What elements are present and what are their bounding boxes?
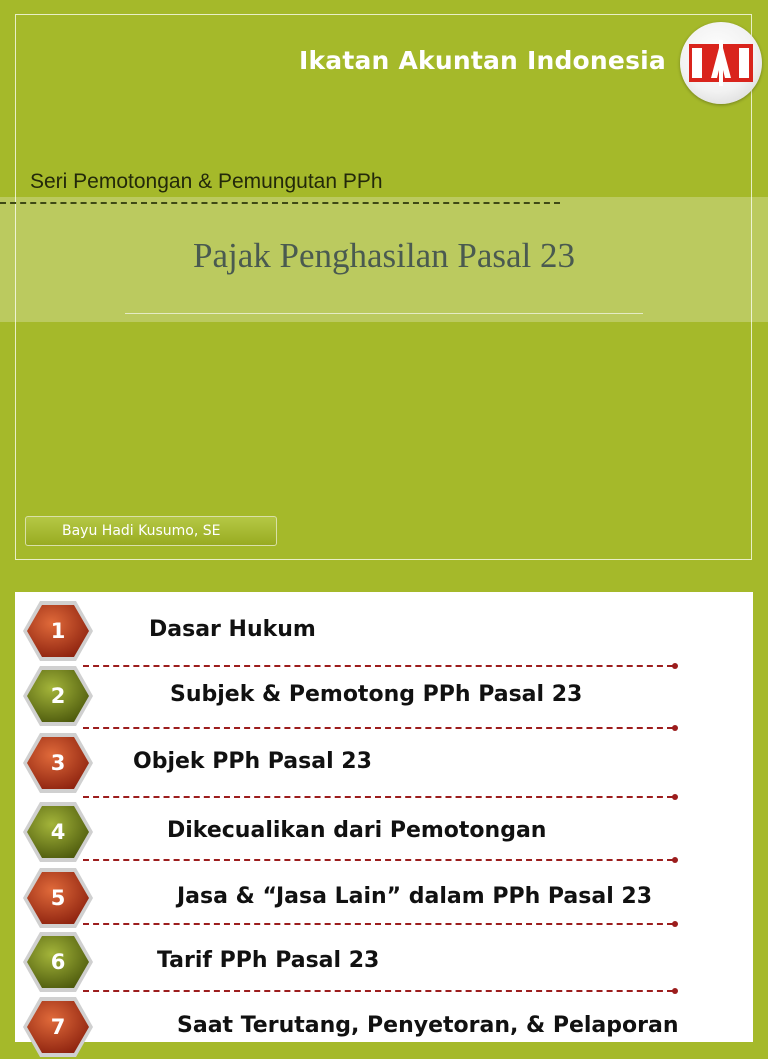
hexagon-badge-3 — [21, 731, 95, 795]
dashed-separator — [83, 990, 673, 992]
dashed-separator — [83, 796, 673, 798]
item-label: Saat Terutang, Penyetoran, & Pelaporan — [177, 1013, 679, 1038]
organization-name: Ikatan Akuntan Indonesia — [298, 46, 666, 75]
dashed-separator — [83, 923, 673, 925]
agenda-item-3 — [15, 731, 753, 795]
item-number: 6 — [50, 950, 66, 974]
dashed-separator — [83, 727, 673, 729]
slide-title: Pajak Penghasilan Pasal 23 — [192, 236, 576, 275]
item-label: Dasar Hukum — [149, 617, 316, 642]
item-label: Subjek & Pemotong PPh Pasal 23 — [170, 682, 583, 707]
title-underline — [125, 313, 643, 314]
item-number: 7 — [50, 1015, 66, 1039]
item-label: Tarif PPh Pasal 23 — [157, 948, 380, 973]
hexagon-badge-2 — [21, 664, 95, 728]
hexagon-badge-1 — [21, 599, 95, 663]
hexagon-badge-7 — [21, 995, 95, 1059]
agenda-item-6 — [15, 930, 753, 994]
item-number: 3 — [50, 751, 66, 775]
item-number: 5 — [50, 886, 66, 910]
item-label: Objek PPh Pasal 23 — [133, 749, 372, 774]
hexagon-badge-6 — [21, 930, 95, 994]
agenda-item-4 — [15, 800, 753, 864]
series-subtitle: Seri Pemotongan & Pemungutan PPh — [30, 170, 383, 193]
item-number: 4 — [50, 820, 66, 844]
agenda-item-2 — [15, 664, 753, 728]
item-number: 1 — [50, 619, 66, 643]
agenda-item-5 — [15, 866, 753, 930]
dashed-divider — [0, 202, 560, 204]
agenda-slide — [15, 592, 753, 1042]
iai-logo — [680, 22, 762, 104]
item-label: Jasa & “Jasa Lain” dalam PPh Pasal 23 — [177, 884, 653, 909]
hexagon-badge-5 — [21, 866, 95, 930]
author-label: Bayu Hadi Kusumo, SE — [25, 516, 277, 546]
agenda-item-7 — [15, 995, 753, 1059]
agenda-item-1 — [15, 599, 753, 663]
item-label: Dikecualikan dari Pemotongan — [167, 818, 547, 843]
dashed-separator — [83, 859, 673, 861]
hexagon-badge-4 — [21, 800, 95, 864]
item-number: 2 — [50, 684, 66, 708]
